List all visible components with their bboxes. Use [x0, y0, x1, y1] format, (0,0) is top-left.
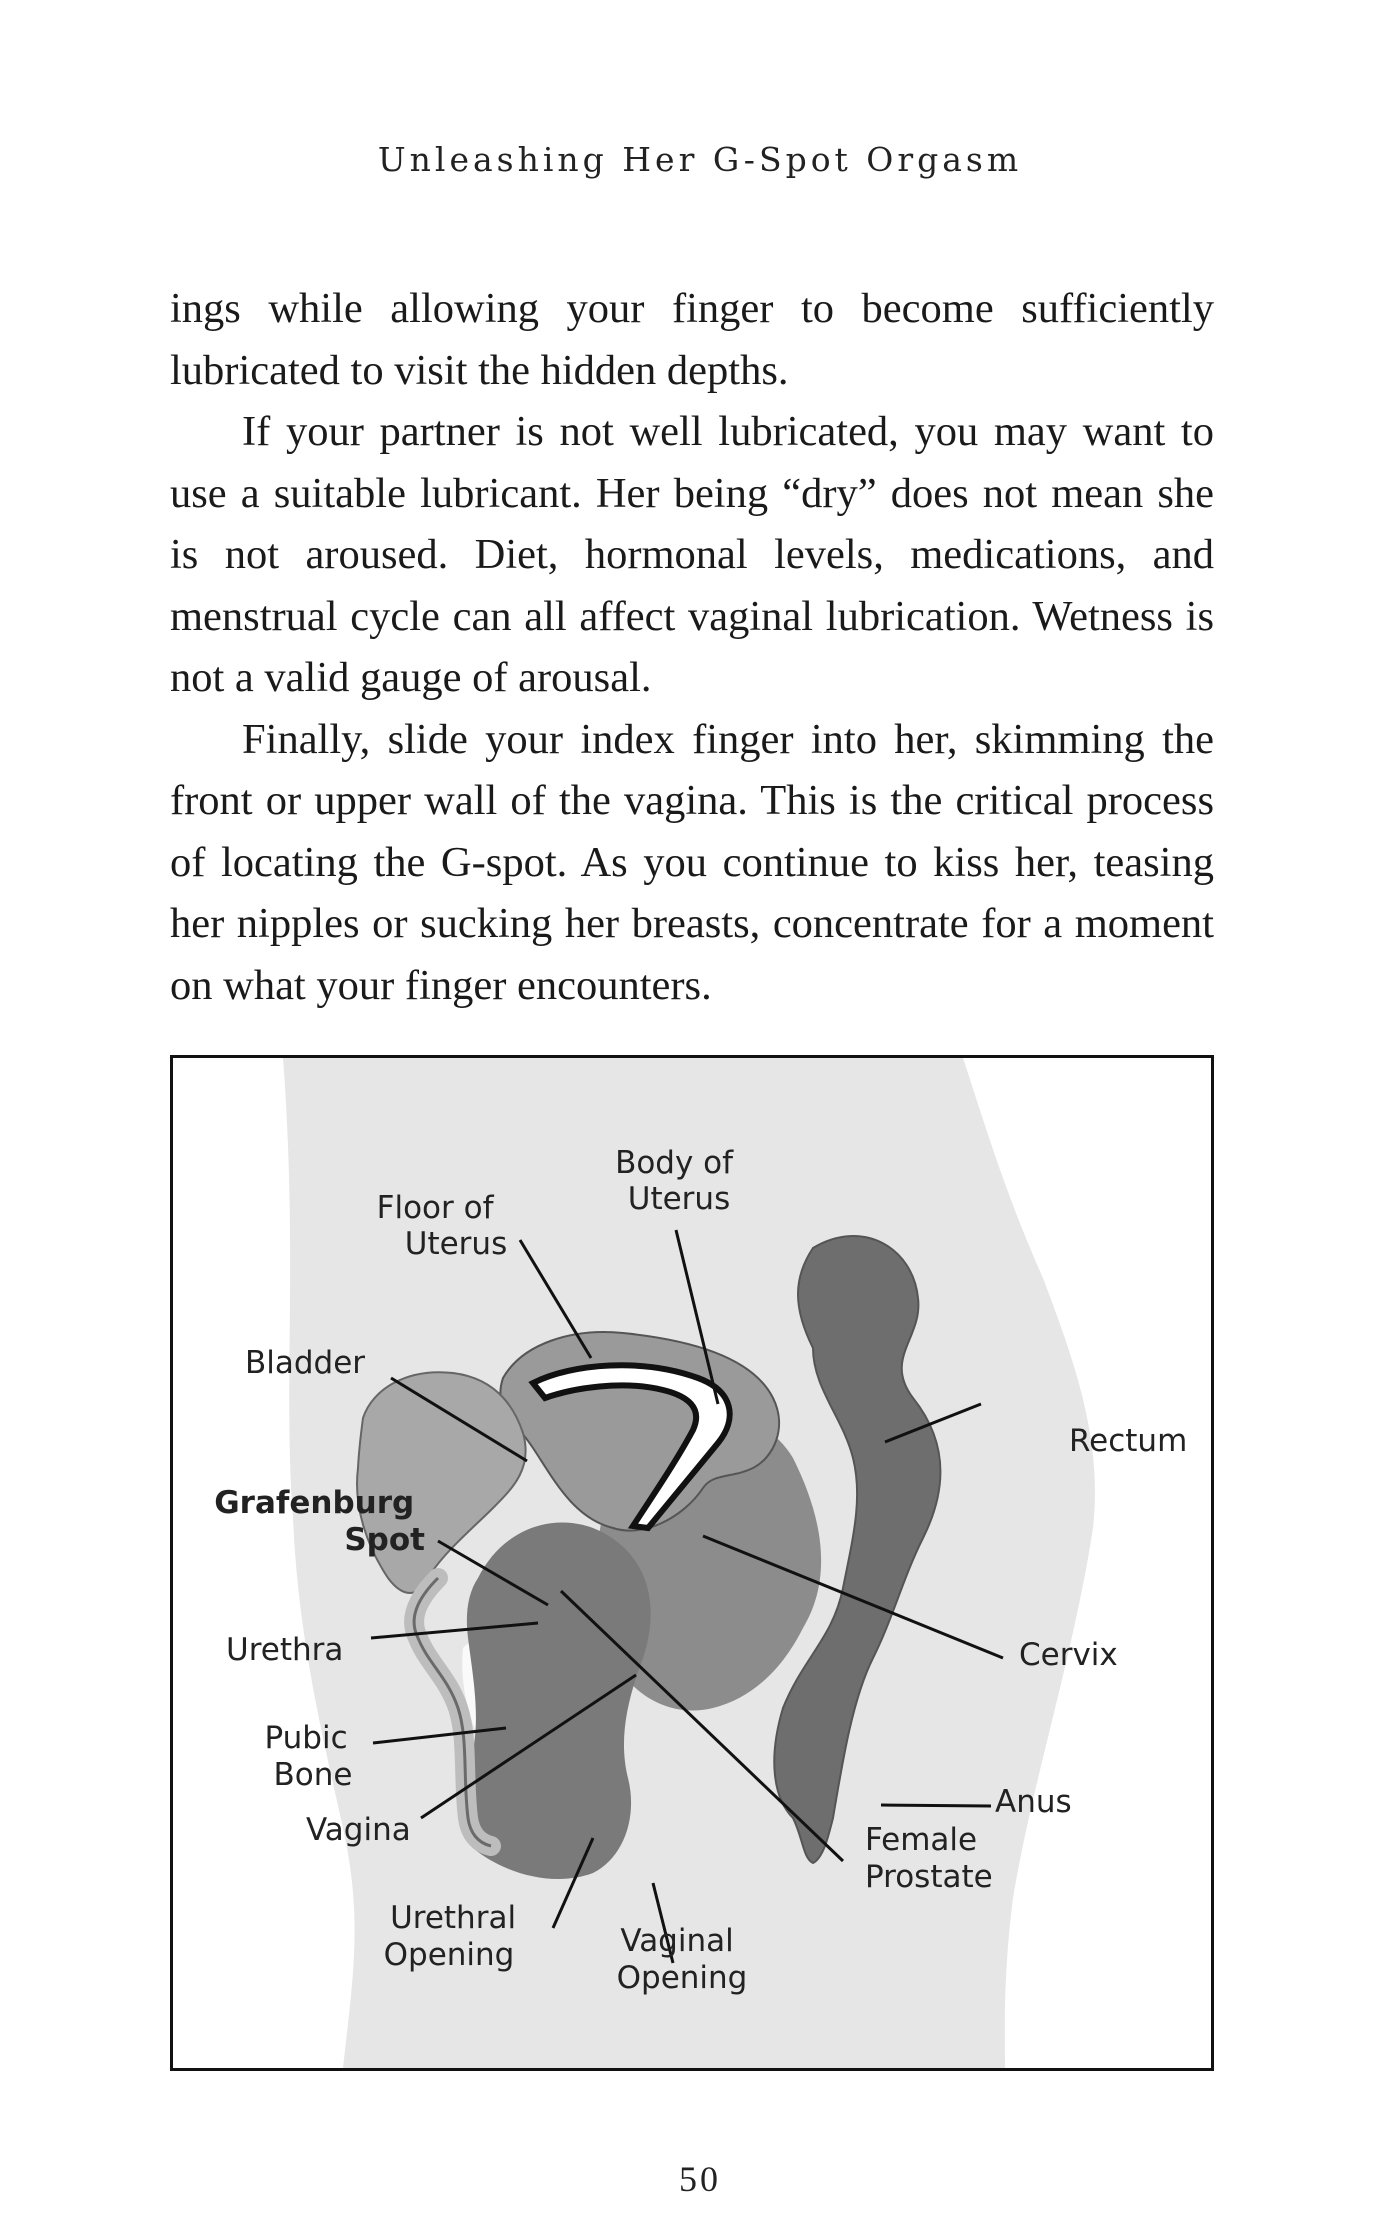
paragraph-1: ings while allowing your finger to become sufficiently lubricated to visit the hidden depths. [170, 285, 1214, 394]
paragraph-2: If your partner is not well lubricated, you may want to use a suitable lubricant. Her being “dry” does not mean she is not aroused. Diet, hormonal levels, medications, and menstrual cycle can all affect vaginal lubrication. Wetness is not a valid gauge of arousal. [170, 408, 1214, 701]
anatomy-illustration [173, 1058, 1211, 2068]
body-text [170, 278, 1214, 1016]
vagina-shape [459, 1522, 650, 1879]
label-female-prostate: Female Prostate [865, 1822, 993, 1895]
label-urethra: Urethra [226, 1632, 344, 1668]
label-cervix: Cervix [1019, 1637, 1118, 1673]
label-bladder: Bladder [245, 1345, 366, 1381]
label-anus: Anus [995, 1784, 1072, 1820]
label-floor-of-uterus: Floor of Uterus [376, 1190, 508, 1262]
label-grafenburg-spot: Grafenburg Spot [214, 1485, 425, 1558]
running-head: Unleashing Her G-Spot Orgasm [377, 140, 1023, 179]
anatomy-figure [170, 1055, 1214, 2071]
paragraph-3: Finally, slide your index finger into her, skimming the front or upper wall of the vagina. This is the critical process of locating the G-spot. As you continue to kiss her, teasing her nipples or sucking her breasts, concentrate for a moment on what your finger encounters. [170, 715, 1214, 1009]
leader-anus [881, 1805, 991, 1806]
label-rectum: Rectum [1069, 1423, 1188, 1459]
label-body-of-uterus: Body of Uterus [615, 1145, 734, 1217]
page-number: 50 [679, 2159, 721, 2199]
label-vagina: Vagina [306, 1812, 411, 1848]
label-vaginal-opening: Vaginal Opening [616, 1923, 748, 1996]
label-pubic-bone: Pubic Bone [264, 1720, 353, 1793]
label-urethral-opening: Urethral Opening [383, 1900, 517, 1973]
